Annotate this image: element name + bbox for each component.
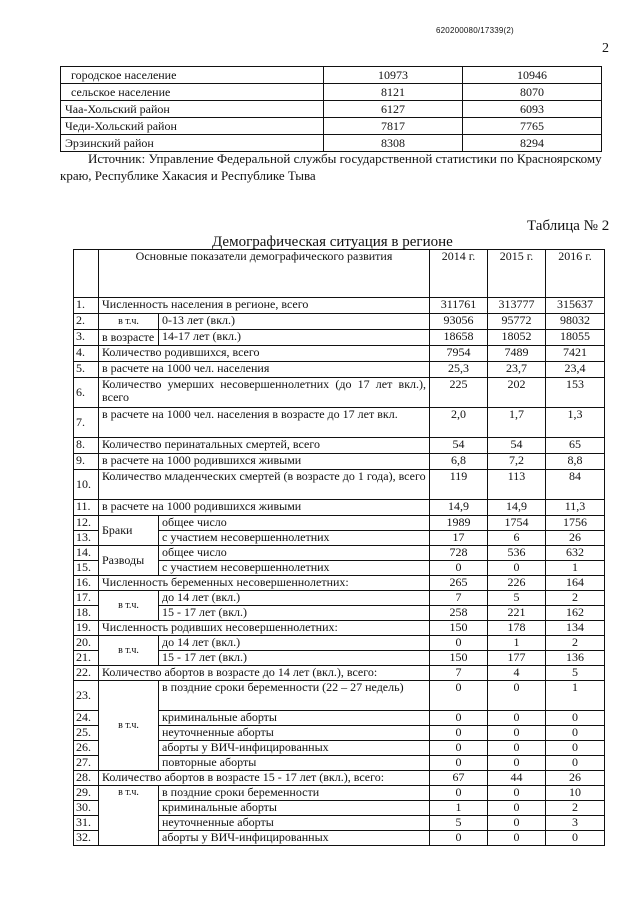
value-2014: 225: [430, 378, 488, 408]
indicator-text: Количество младенческих смертей (в возрасте до 1 года), всего: [99, 470, 430, 500]
indicator-text: 15 - 17 лет (вкл.): [159, 606, 430, 621]
row-number: 24.: [74, 711, 99, 726]
group-label: в т.ч.: [99, 591, 159, 621]
value-2015: 54: [488, 438, 546, 454]
indicator-text: Численность населения в регионе, всего: [99, 298, 430, 314]
value-2014: 7: [430, 666, 488, 681]
row-number: 21.: [74, 651, 99, 666]
value-2015: 1: [488, 636, 546, 651]
row-number: 23.: [74, 681, 99, 711]
value-2016: 1,3: [546, 408, 605, 438]
table-row: [61, 84, 602, 101]
header-year-2015: 2015 г.: [488, 250, 546, 298]
indicator-text: в расчете на 1000 родившихся живыми: [99, 454, 430, 470]
value-2015: 1754: [488, 516, 546, 531]
table-row: [74, 500, 605, 516]
indicator-text: повторные аборты: [159, 756, 430, 771]
group-label: Разводы: [99, 546, 159, 576]
value-2014: 18658: [430, 330, 488, 346]
value-2014: 17: [430, 531, 488, 546]
value-2014: 265: [430, 576, 488, 591]
value-2014: 119: [430, 470, 488, 500]
row-number: 13.: [74, 531, 99, 546]
group-label: в т.ч.: [99, 314, 159, 330]
value-2016: 632: [546, 546, 605, 561]
indicator-text: Количество умерших несовершеннолетних (до 17 лет вкл.), всего: [99, 378, 430, 408]
indicator-text: Количество перинатальных смертей, всего: [99, 438, 430, 454]
value-2015: 0: [488, 831, 546, 846]
value-2016: 1: [546, 681, 605, 711]
value-2016: 134: [546, 621, 605, 636]
row-number: 20.: [74, 636, 99, 651]
value-2015: 23,7: [488, 362, 546, 378]
table-row: [74, 621, 605, 636]
value-2015: 178: [488, 621, 546, 636]
value-2016: 0: [546, 831, 605, 846]
value-2016: 315637: [546, 298, 605, 314]
value-2014: 0: [430, 756, 488, 771]
value-2015: 7489: [488, 346, 546, 362]
value-2014: 1: [430, 801, 488, 816]
value-2015: 6: [488, 531, 546, 546]
group-label: в т.ч.: [99, 786, 159, 846]
value-2016: 0: [546, 741, 605, 756]
table-row: [74, 771, 605, 786]
value-2015: 8308: [324, 135, 463, 152]
group-label: в т.ч.: [99, 636, 159, 666]
value-2015: 5: [488, 591, 546, 606]
region-name: сельское население: [61, 84, 324, 101]
table-row: [61, 101, 602, 118]
table-row: [74, 666, 605, 681]
value-2015: 4: [488, 666, 546, 681]
row-number: 19.: [74, 621, 99, 636]
indicator-text: неуточненные аборты: [159, 726, 430, 741]
value-2016: 8294: [463, 135, 602, 152]
row-number: 7.: [74, 408, 99, 438]
indicator-text: общее число: [159, 516, 430, 531]
indicator-text: с участием несовершеннолетних: [159, 531, 430, 546]
table-row: [74, 378, 605, 408]
value-2016: 2: [546, 591, 605, 606]
table-row: [74, 298, 605, 314]
table-row: [74, 591, 605, 606]
row-number: 12.: [74, 516, 99, 531]
row-number: 29.: [74, 786, 99, 801]
value-2014: 54: [430, 438, 488, 454]
row-number: 3.: [74, 330, 99, 346]
region-name: городское население: [61, 67, 324, 84]
value-2016: 5: [546, 666, 605, 681]
value-2016: 2: [546, 801, 605, 816]
row-number: 2.: [74, 314, 99, 330]
row-number: 8.: [74, 438, 99, 454]
value-2015: 113: [488, 470, 546, 500]
value-2014: 0: [430, 636, 488, 651]
row-number: 16.: [74, 576, 99, 591]
value-2014: 2,0: [430, 408, 488, 438]
group-label: Браки: [99, 516, 159, 546]
table-row: [61, 67, 602, 84]
value-2016: 136: [546, 651, 605, 666]
indicator-text: с участием несовершеннолетних: [159, 561, 430, 576]
value-2014: 7: [430, 591, 488, 606]
row-number: 6.: [74, 378, 99, 408]
value-2015: 0: [488, 681, 546, 711]
indicator-text: Численность беременных несовершеннолетних:: [99, 576, 430, 591]
value-2014: 25,3: [430, 362, 488, 378]
value-2014: 1989: [430, 516, 488, 531]
table-row: [74, 786, 605, 801]
indicator-text: в расчете на 1000 чел. населения в возрасте до 17 лет вкл.: [99, 408, 430, 438]
value-2016: 8070: [463, 84, 602, 101]
value-2015: 0: [488, 741, 546, 756]
header-row: [74, 250, 605, 298]
value-2016: 8,8: [546, 454, 605, 470]
value-2016: 162: [546, 606, 605, 621]
row-number: 9.: [74, 454, 99, 470]
indicator-text: в поздние сроки беременности (22 – 27 недель): [159, 681, 430, 711]
value-2016: 3: [546, 816, 605, 831]
value-2015: 6127: [324, 101, 463, 118]
indicator-text: 15 - 17 лет (вкл.): [159, 651, 430, 666]
row-number: 14.: [74, 546, 99, 561]
row-number: 11.: [74, 500, 99, 516]
value-2016: 0: [546, 711, 605, 726]
row-number: 32.: [74, 831, 99, 846]
indicator-text: криминальные аборты: [159, 801, 430, 816]
value-2015: 0: [488, 711, 546, 726]
value-2016: 26: [546, 771, 605, 786]
value-2015: 18052: [488, 330, 546, 346]
source-note: Источник: Управление Федеральной службы государственной статистики по Красноярскому краю, Республике Хакасия и Республике Тыва: [60, 151, 602, 183]
group-label: в т.ч.: [99, 681, 159, 771]
value-2015: 0: [488, 816, 546, 831]
row-number: 5.: [74, 362, 99, 378]
header-year-2014: 2014 г.: [430, 250, 488, 298]
value-2016: 6093: [463, 101, 602, 118]
region-name: Чаа-Хольский район: [61, 101, 324, 118]
value-2016: 1756: [546, 516, 605, 531]
value-2016: 153: [546, 378, 605, 408]
value-2015: 0: [488, 561, 546, 576]
indicator-text: Количество абортов в возрасте до 14 лет (вкл.), всего:: [99, 666, 430, 681]
value-2016: 65: [546, 438, 605, 454]
value-2016: 2: [546, 636, 605, 651]
value-2016: 10946: [463, 67, 602, 84]
value-2016: 11,3: [546, 500, 605, 516]
table-row: [74, 408, 605, 438]
table-row: [74, 576, 605, 591]
row-number: 31.: [74, 816, 99, 831]
value-2014: 258: [430, 606, 488, 621]
value-2015: 226: [488, 576, 546, 591]
table-row: [74, 346, 605, 362]
value-2014: 5: [430, 816, 488, 831]
value-2015: 177: [488, 651, 546, 666]
value-2014: 0: [430, 681, 488, 711]
value-2015: 14,9: [488, 500, 546, 516]
indicator-text: неуточненные аборты: [159, 816, 430, 831]
row-number: 28.: [74, 771, 99, 786]
row-number: 4.: [74, 346, 99, 362]
value-2015: 1,7: [488, 408, 546, 438]
value-2014: 150: [430, 621, 488, 636]
value-2014: 0: [430, 786, 488, 801]
indicator-text: аборты у ВИЧ-инфицированных: [159, 831, 430, 846]
indicator-text: в расчете на 1000 чел. населения: [99, 362, 430, 378]
value-2014: 0: [430, 831, 488, 846]
value-2015: 221: [488, 606, 546, 621]
demographic-table: [73, 249, 605, 846]
value-2016: 7765: [463, 118, 602, 135]
table-number: Таблица № 2: [527, 218, 610, 234]
value-2014: 0: [430, 741, 488, 756]
value-2014: 6,8: [430, 454, 488, 470]
value-2015: 0: [488, 726, 546, 741]
value-2015: 7,2: [488, 454, 546, 470]
header-num-cell: [74, 250, 99, 298]
row-number: 27.: [74, 756, 99, 771]
indicator-text: Численность родивших несовершеннолетних:: [99, 621, 430, 636]
table-row: [74, 470, 605, 500]
value-2015: 8121: [324, 84, 463, 101]
indicator-text: до 14 лет (вкл.): [159, 591, 430, 606]
table-row: [74, 454, 605, 470]
value-2014: 0: [430, 561, 488, 576]
row-number: 22.: [74, 666, 99, 681]
value-2016: 10: [546, 786, 605, 801]
value-2014: 728: [430, 546, 488, 561]
value-2014: 67: [430, 771, 488, 786]
indicator-text: 0-13 лет (вкл.): [159, 314, 430, 330]
value-2015: 0: [488, 786, 546, 801]
indicator-text: криминальные аборты: [159, 711, 430, 726]
table-row: [74, 438, 605, 454]
row-number: 25.: [74, 726, 99, 741]
value-2015: 313777: [488, 298, 546, 314]
region-name: Чеди-Хольский район: [61, 118, 324, 135]
value-2014: 0: [430, 726, 488, 741]
row-number: 10.: [74, 470, 99, 500]
value-2014: 93056: [430, 314, 488, 330]
value-2016: 0: [546, 756, 605, 771]
value-2014: 311761: [430, 298, 488, 314]
indicator-text: 14-17 лет (вкл.): [159, 330, 430, 346]
value-2015: 10973: [324, 67, 463, 84]
value-2014: 150: [430, 651, 488, 666]
row-number: 15.: [74, 561, 99, 576]
header-indicator: Основные показатели демографического развития: [99, 250, 430, 298]
table-row: [74, 330, 605, 346]
row-number: 30.: [74, 801, 99, 816]
row-number: 1.: [74, 298, 99, 314]
value-2016: 18055: [546, 330, 605, 346]
table-row: [61, 118, 602, 135]
value-2014: 7954: [430, 346, 488, 362]
value-2016: 84: [546, 470, 605, 500]
indicator-text: общее число: [159, 546, 430, 561]
table-row: [74, 546, 605, 561]
indicator-text: аборты у ВИЧ-инфицированных: [159, 741, 430, 756]
value-2015: 202: [488, 378, 546, 408]
population-table: [60, 66, 602, 152]
value-2014: 0: [430, 711, 488, 726]
indicator-text: Количество абортов в возрасте 15 - 17 лет (вкл.), всего:: [99, 771, 430, 786]
value-2016: 23,4: [546, 362, 605, 378]
value-2015: 0: [488, 756, 546, 771]
table-row: [74, 314, 605, 330]
indicator-text: в расчете на 1000 родившихся живыми: [99, 500, 430, 516]
header-year-2016: 2016 г.: [546, 250, 605, 298]
table-row: [74, 636, 605, 651]
value-2015: 95772: [488, 314, 546, 330]
row-number: 18.: [74, 606, 99, 621]
table-row: [61, 135, 602, 152]
region-name: Эрзинский район: [61, 135, 324, 152]
value-2016: 1: [546, 561, 605, 576]
row-number: 26.: [74, 741, 99, 756]
indicator-text: в поздние сроки беременности: [159, 786, 430, 801]
value-2015: 44: [488, 771, 546, 786]
document-id: 620200080/17339(2): [436, 26, 514, 35]
value-2015: 0: [488, 801, 546, 816]
value-2016: 164: [546, 576, 605, 591]
value-2016: 7421: [546, 346, 605, 362]
indicator-text: до 14 лет (вкл.): [159, 636, 430, 651]
value-2016: 0: [546, 726, 605, 741]
table-row: [74, 516, 605, 531]
group-label: в возрасте: [99, 330, 159, 346]
indicator-text: Количество родившихся, всего: [99, 346, 430, 362]
table-row: [74, 681, 605, 711]
value-2015: 536: [488, 546, 546, 561]
row-number: 17.: [74, 591, 99, 606]
page-number: 2: [602, 41, 609, 56]
value-2016: 98032: [546, 314, 605, 330]
table-row: [74, 362, 605, 378]
value-2015: 7817: [324, 118, 463, 135]
table-title: Демографическая ситуация в регионе: [212, 234, 453, 250]
value-2014: 14,9: [430, 500, 488, 516]
value-2016: 26: [546, 531, 605, 546]
